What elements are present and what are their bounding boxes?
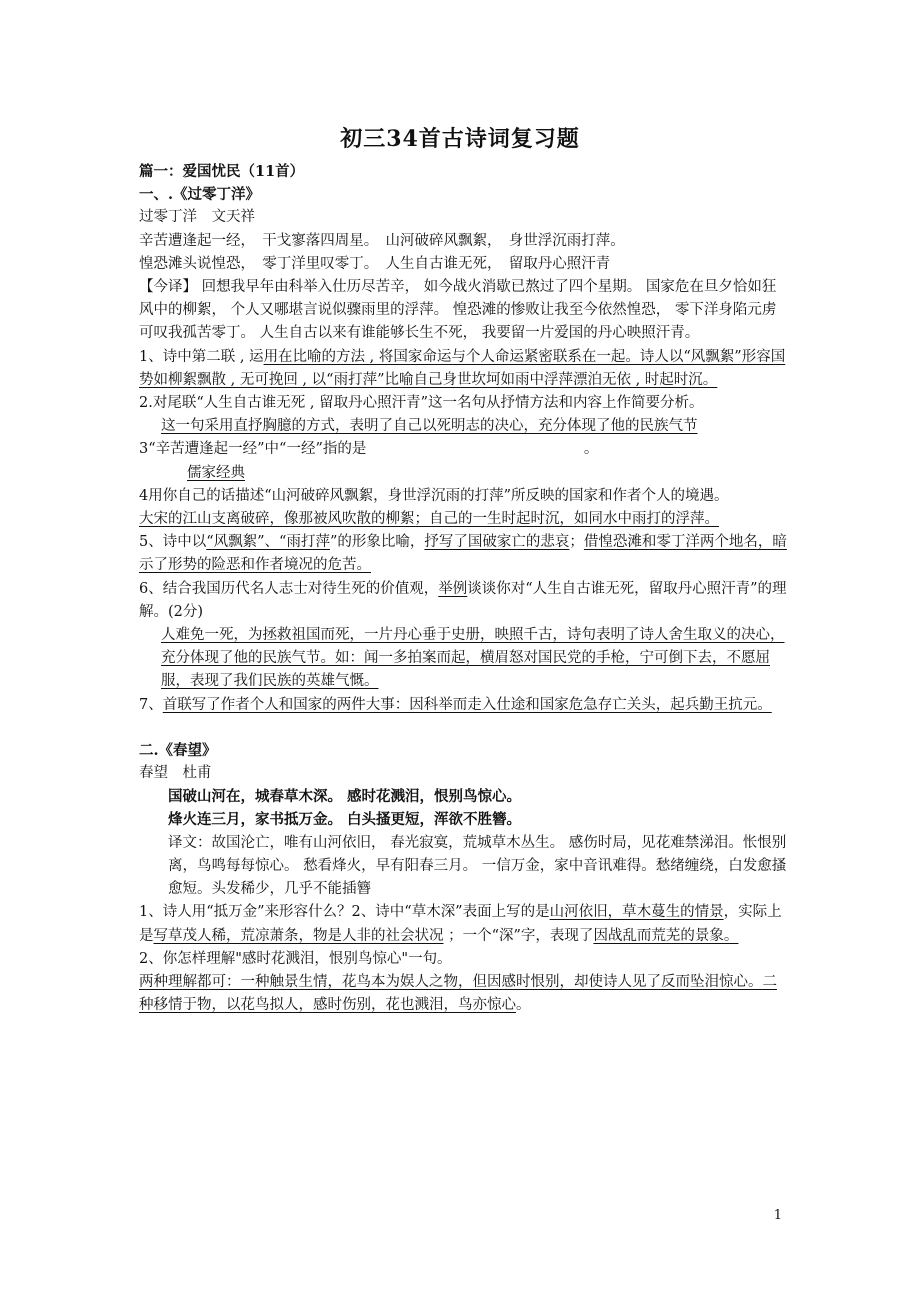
question-5: 5、诗中以“风飘絮”、“雨打萍”的形象比喻，抒写了国破家亡的悲哀；借惶恐滩和零丁洋两个地名，暗示了形势的险恶和作者境况的危苦。 [139,534,787,574]
poem-title: 春望 杜甫 [139,765,212,782]
answer-2: 两种理解都可：一种触景生情，花鸟本为娱人之物，但因感时恨别，却使诗人见了反而坠泪惊心。二种移情于物，以花鸟拟人，感时伤别，花也溅泪，鸟亦惊心。 [139,973,777,1014]
answer-2 [139,415,787,438]
answer-text: 儒家经典 [187,464,245,481]
translation: 【今译】 回想我早年由科举入仕历尽苦辛， 如今战火消歇已熬过了四个星期。 国家危在旦夕恰如狂风中的柳絮， 个人又哪堪言说似骤雨里的浮萍。 惶恐滩的惨败让我至今依然惶恐， 零下洋身陷元虏可叹我孤苦零丁。 人生自古以来有谁能够长生不死， 我要留一片爱国的丹心映照汗青。 [139,279,777,342]
answer-text: 两种理解都可：一种触景生情，花鸟本为娱人之物，但因感时恨别，却使诗人见了反而坠泪惊心。二种移情于物，以花鸟拟人，感时伤别，花也溅泪，鸟亦惊心 [139,973,777,1014]
answer-3 [139,462,787,485]
poem-line: 辛苦遭逢起一经， 干戈寥落四周星。 山河破碎风飘絮， 身世浮沉雨打萍。 [139,232,625,249]
poem-line: 惶恐滩头说惶恐， 零丁洋里叹零丁。 人生自古谁无死， 留取丹心照汗青 [139,255,611,272]
question-1: 1、诗中第二联 , 运用在比喻的方法 , 将国家命运与个人命运紧密联系在一起。诗人以“风飘絮”形容国势如柳絮飘散 , 无可挽回 , 以“雨打萍”比喻自己身世坎坷如雨中浮萍漂泊无依 , 时起时沉。 [139,348,786,388]
spacer [139,717,787,739]
page-title: 初三34首古诗词复习题 [340,126,580,152]
page-number: 1 [773,1208,782,1223]
section-heading: 篇一：爱国忧民（11首） [139,163,305,180]
question-4: 4用你自己的话描述“山河破碎风飘絮，身世浮沉雨的打萍”所反映的国家和作者个人的境遇。 [139,487,729,504]
translation: 译文：故国沦亡，唯有山河依旧， 春光寂寞，荒城草木丛生。 感伤时局，见花难禁涕泪。怅恨别离，鸟鸣每每惊心。 愁看烽火，早有阳春三月。 一信万金，家中音讯难得。愁绪缠绕，白发愈搔愈短。头发稀少，几乎不能插簪 [168,834,787,898]
question-2: 2.对尾联“人生自古谁无死 , 留取丹心照汗青”这一名句从抒情方法和内容上作简要分析。 [139,395,704,412]
poem-heading: 二.《春望》 [139,741,217,759]
poem-line: 烽火连三月，家书抵万金。 白头搔更短，浑欲不胜簪。 [168,811,522,829]
question-3: 3“辛苦遭逢起一经”中“一经”指的是 。 [139,441,599,458]
question-7: 7、首联写了作者个人和国家的两件大事：因科举而走入仕途和国家危急存亡关头，起兵勤王抗元。 [139,696,772,713]
question-6: 6、结合我国历代名人志士对待生死的价值观，举例谈谈你对“人生自古谁无死，留取丹心照汗青”的理解。(2分) [139,580,787,620]
answer-text: 首联写了作者个人和国家的两件大事：因科举而走入仕途和国家危急存亡关头，起兵勤王抗元。 [162,696,772,713]
poem-heading: 一、.《过零丁洋》 [139,186,261,204]
answer-4 [139,508,787,531]
answer-text: 这一句采用直抒胸臆的方式，表明了自己以死明志的决心，充分体现了他的民族气节 [161,418,698,435]
question-2: 2、你怎样理解"感时花溅泪，恨别鸟惊心"一句。 [139,950,452,967]
answer-text: 大宋的江山支离破碎，像那被风吹散的柳絮；自己的一生时起时沉，如同水中雨打的浮萍。 [139,511,719,528]
poem-title: 过零丁洋 文天祥 [139,209,255,226]
answer-text: 人难免一死，为拯救祖国而死，一片丹心垂于史册，映照千古，诗句表明了诗人舍生取义的决心，充分体现了他的民族气节。如：闻一多拍案而起，横眉怒对国民党的手枪，宁可倒下去，不愿屈服，表现了我们民族的英雄气慨。 [161,627,785,690]
answer-6 [139,624,787,694]
document-body [139,160,787,1017]
question-1: 1、诗人用“抵万金”来形容什么？2、诗中“草木深”表面上写的是山河依旧，草木蔓生的情景，实际上是写草茂人稀，荒凉萧条，物是人非的社会状况 ；一个“深”字，表现了因战乱而荒芜的景象。 [139,904,782,944]
answer-text: 用在比喻的方法 , 将国家命运与个人命运紧密联系在一起。诗人以“风飘絮”形容国势如柳絮飘散 , 无可挽回 , 以“雨打萍”比喻自己身世坎坷如雨中浮萍漂泊无依 , 时起时沉。 [139,348,786,388]
poem-line: 国破山河在，城春草木深。 感时花溅泪，恨别鸟惊心。 [168,788,522,806]
